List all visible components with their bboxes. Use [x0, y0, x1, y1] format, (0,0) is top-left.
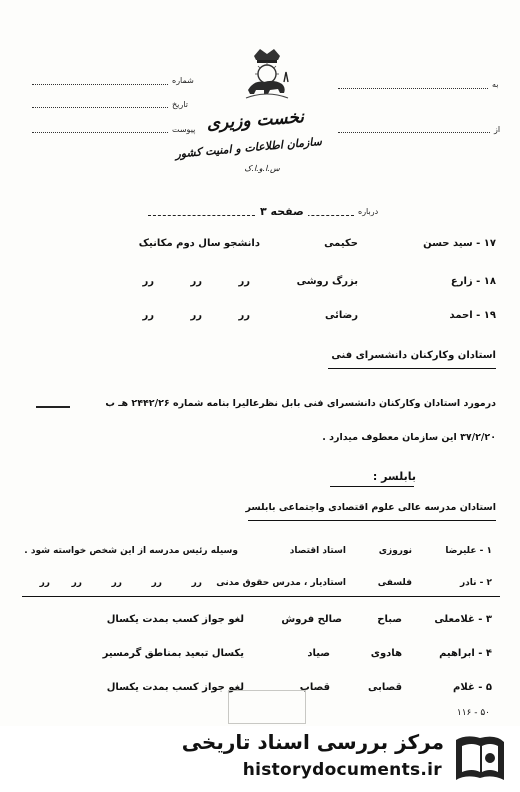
from-line [338, 132, 490, 133]
to-line [338, 88, 488, 89]
attachment-line [32, 132, 168, 133]
student-status: دانشجو سال دوم مکانیک [138, 238, 260, 249]
faculty-name: ۵ - غلام [453, 682, 492, 693]
archive-logo-icon [452, 732, 506, 784]
faculty-row [0, 578, 520, 592]
student-name: ۱۸ - زارع [450, 276, 496, 287]
organization-code: س.ا.و.ا.ک [244, 164, 280, 173]
faculty-name: ۲ - نادر [459, 578, 492, 588]
student-row [0, 238, 520, 252]
ditto-mark: رر [71, 578, 82, 588]
faculty-title: استادیار ، مدرس حقوق مدنی [216, 578, 346, 588]
attachment-label: پیوست [172, 125, 196, 134]
subject-label: درباره [358, 207, 379, 216]
section-title: استادان وکارکنان دانشسرای فنی [331, 350, 496, 361]
paragraph-line: درمورد استادان وکارکنان دانشسرای فنی بابل نظرعالیرا بنامه شماره ۲۴۴۲/۲۶ هـ ب [105, 398, 496, 409]
faculty-note: وسیله رئیس مدرسه از این شخص خواسته شود . [24, 546, 238, 556]
ditto-mark: رر [238, 276, 250, 287]
subtitle-underline [248, 520, 496, 521]
faculty-name: ۱ - علیرضا [445, 546, 492, 556]
dash-line [36, 406, 70, 408]
faculty-title: قصاب [299, 682, 330, 693]
ditto-mark: رر [238, 310, 250, 321]
faculty-name: ۳ - غلامعلی [434, 614, 492, 625]
faculty-title: صیاد [307, 648, 330, 659]
student-name: ۱۷ - سید حسن [423, 238, 496, 249]
faculty-family: هادوی [370, 648, 402, 659]
page-number: صفحه ۳ [256, 205, 308, 218]
section-subtitle: استادان مدرسه عالی علوم اقتصادی واجتماعی بابلسر [245, 502, 496, 513]
document-number: ۱۱۶ - ۵۰ [456, 708, 490, 718]
faint-stamp-box [228, 690, 306, 724]
faculty-family: نوروزی [378, 546, 412, 556]
faculty-row [0, 546, 520, 560]
student-row [0, 276, 520, 290]
city-underline [330, 486, 414, 487]
student-family: بزرگ روشی [296, 276, 358, 287]
city-heading: بابلسر : [372, 470, 416, 483]
row-underline [22, 596, 500, 597]
watermark-url[interactable]: historydocuments.ir [242, 760, 442, 780]
subject-line [148, 215, 354, 216]
faculty-title: استاد اقتصاد [289, 546, 346, 556]
organization-name: سازمان اطلاعات و امنیت کشور [174, 134, 323, 161]
faculty-note: یکسال تبعید بمناطق گرمسیر [102, 648, 244, 659]
faculty-title: صالح فروش [281, 614, 342, 625]
faculty-name: ۴ - ابراهیم [439, 648, 492, 659]
student-name: ۱۹ - احمد [449, 310, 496, 321]
section-title-underline [328, 368, 496, 369]
to-label: به [492, 80, 499, 89]
student-row [0, 310, 520, 324]
faculty-family: صباح [377, 614, 402, 625]
ditto-mark: رر [190, 276, 202, 287]
watermark-footer [0, 726, 520, 792]
ditto-mark: رر [151, 578, 162, 588]
from-label: از [494, 125, 501, 134]
student-family: حکیمی [324, 238, 358, 249]
watermark-title: مرکز بررسی اسناد تاریخی [181, 730, 444, 754]
ditto-mark: رر [39, 578, 50, 588]
faculty-row [0, 614, 520, 628]
number-label: شماره [172, 76, 194, 85]
ditto-mark: رر [111, 578, 122, 588]
faculty-note: لغو جواز کسب بمدت یکسال [106, 682, 244, 693]
paragraph-line: ۳۷/۲/۲۰ این سازمان معطوف میدارد . [322, 432, 496, 443]
lion-and-sun-emblem-icon [240, 46, 294, 102]
ditto-mark: رر [142, 310, 154, 321]
number-line [32, 84, 168, 85]
ditto-mark: رر [190, 310, 202, 321]
faculty-note: لغو جواز کسب بمدت یکسال [106, 614, 244, 625]
ministry-title: نخست وزیری [206, 107, 305, 134]
student-family: رضائی [324, 310, 358, 321]
ditto-mark: رر [191, 578, 202, 588]
ditto-mark: رر [142, 276, 154, 287]
date-line [32, 107, 168, 108]
date-label: تاریخ [172, 100, 188, 109]
faculty-family: فلسفی [377, 578, 412, 588]
faculty-row [0, 648, 520, 662]
faculty-family: قصابی [367, 682, 402, 693]
